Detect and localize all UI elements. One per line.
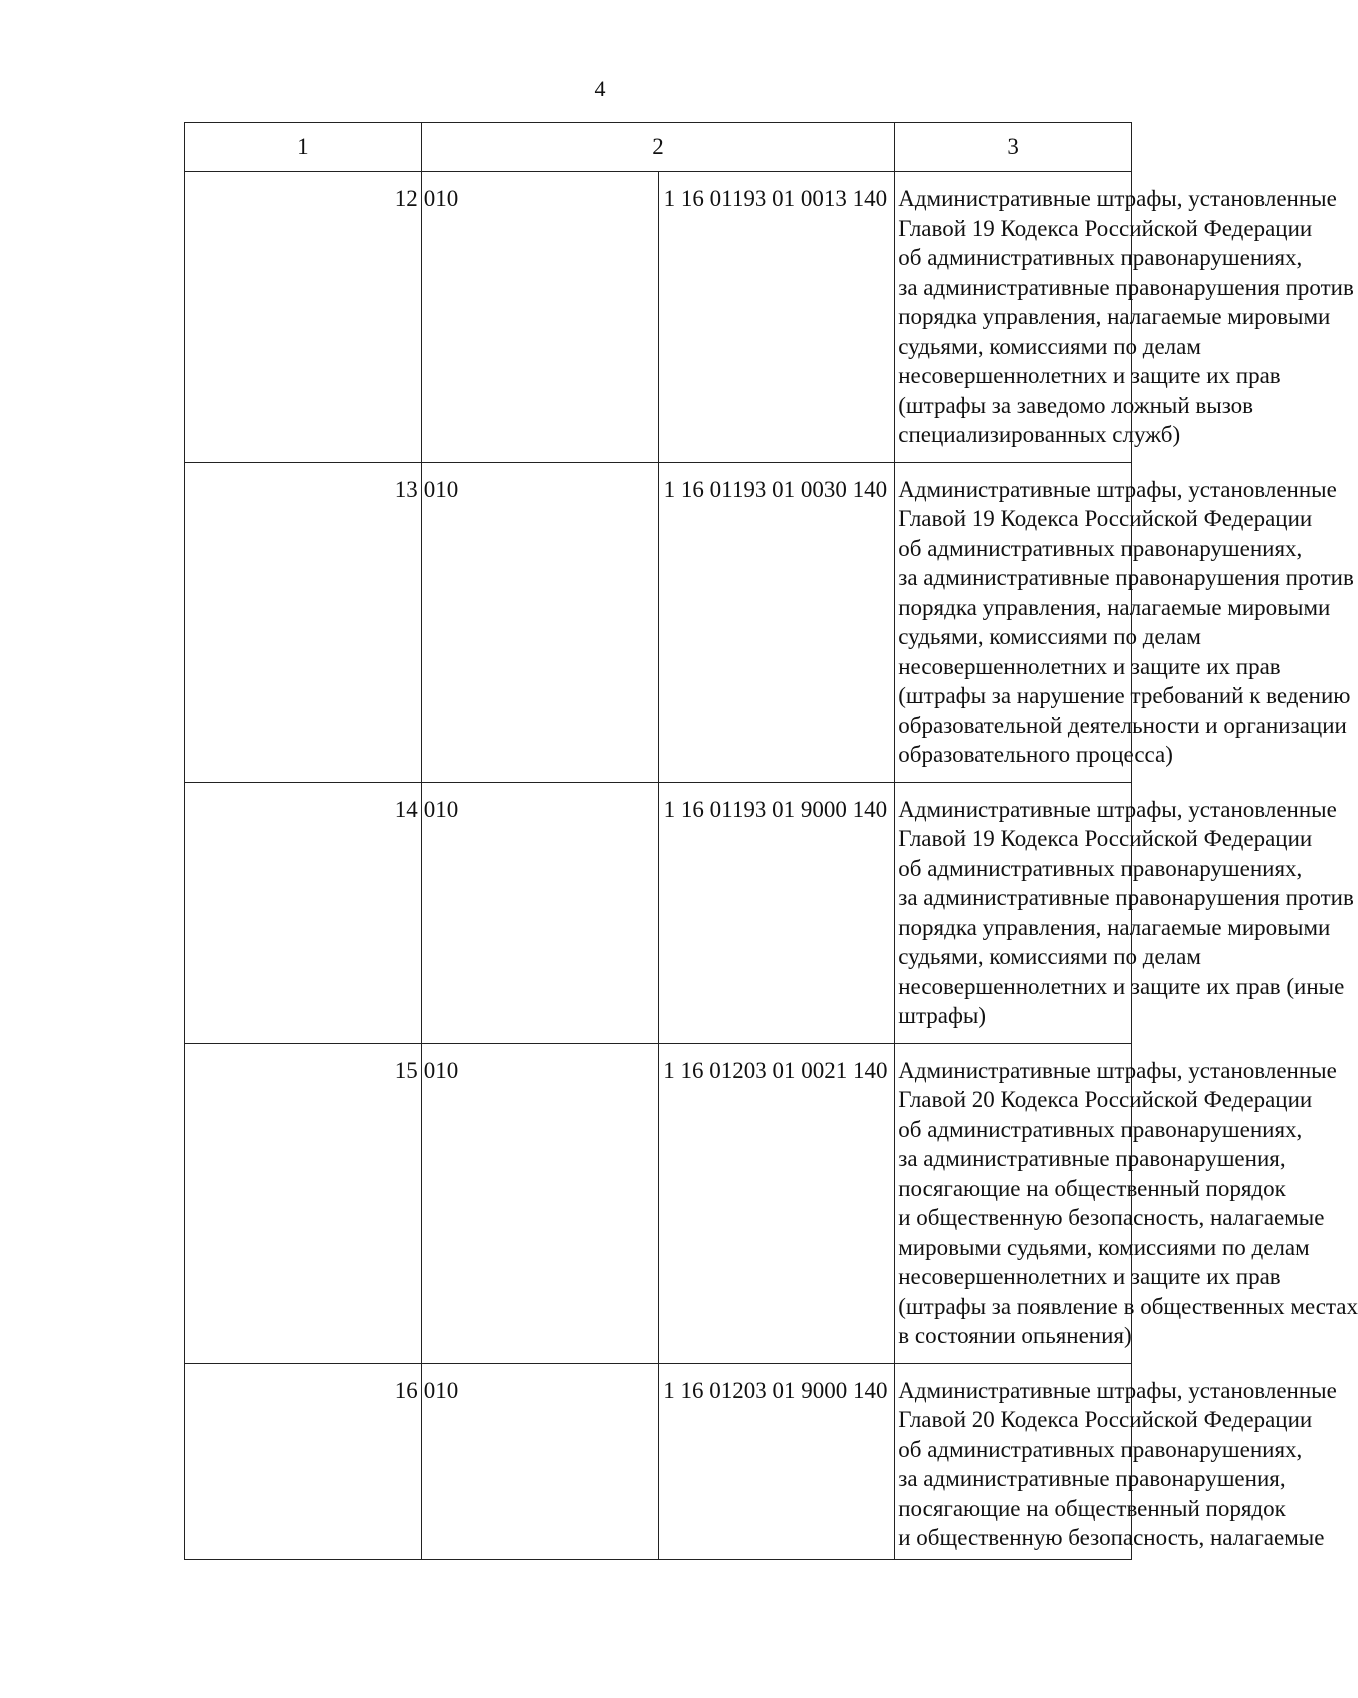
description-line: посягающие на общественный порядок [898,1495,1286,1521]
table-row [185,1363,1132,1559]
description-line: об административных правонарушениях, [898,1436,1303,1462]
table-body [185,172,1358,1560]
description-line: посягающие на общественный порядок [898,1175,1286,1201]
row-number: 13 [185,462,422,782]
income-description [895,1043,1358,1363]
description-line: образовательного процесса) [898,742,1173,767]
description-line: образовательной деятельности и организации [898,712,1347,738]
description-line: об административных правонарушениях, [898,1116,1303,1142]
header-row [185,123,1132,172]
description-line: Главой 19 Кодекса Российской Федерации [898,826,1313,851]
budget-classification-code: 1 16 01193 01 0013 140 [658,172,895,463]
table-row [185,462,1132,782]
budget-classification-code: 1 16 01203 01 9000 140 [658,1363,895,1559]
description-line: несовершеннолетних и защите их прав [898,1264,1281,1289]
header-col-3: 3 [895,123,1132,172]
description-line: судьями, комиссиями по делам [898,624,1201,649]
description-line: Административные штрафы, установленные [898,476,1337,502]
description-line: штрафы) [898,1003,987,1028]
header-col-2: 2 [421,123,895,172]
table-row [185,782,1132,1043]
budget-classification-code: 1 16 01193 01 9000 140 [658,782,895,1043]
description-line: за административные правонарушения против [898,565,1354,590]
description-line: в состоянии опьянения) [898,1323,1132,1348]
page-number: 4 [594,76,606,101]
income-description [895,172,1354,463]
description-line: за административные правонарушения против [898,274,1354,300]
header-col-1: 1 [185,123,422,172]
description-line: (штрафы за нарушение требований к ведению [898,683,1351,708]
description-line: несовершеннолетних и защите их прав (иные [898,973,1345,999]
description-line: об административных правонарушениях, [898,245,1303,270]
description-line: Административные штрафы, установленные [898,1377,1337,1403]
description-line: специализированных служб) [898,422,1181,447]
description-line: об административных правонарушениях, [898,855,1303,881]
row-number: 15 [185,1043,422,1363]
description-line: несовершеннолетних и защите их прав [898,363,1281,388]
description-line: мировыми судьями, комиссиями по делам [898,1234,1310,1260]
table-header [185,123,1132,172]
description-line: несовершеннолетних и защите их прав [898,653,1281,679]
row-number: 16 [185,1363,422,1559]
admin-code: 010 [421,462,658,782]
description-line: за административные правонарушения, [898,1466,1286,1491]
admin-code: 010 [421,1363,658,1559]
description-line: порядка управления, налагаемые мировыми [898,914,1331,940]
row-number: 14 [185,782,422,1043]
income-description [895,1363,1337,1559]
row-number: 12 [185,172,422,463]
description-line: об административных правонарушениях, [898,535,1303,561]
description-line: судьями, комиссиями по делам [898,333,1201,359]
description-line: Главой 20 Кодекса Российской Федерации [898,1087,1313,1112]
description-line: судьями, комиссиями по делам [898,944,1201,969]
budget-classification-code: 1 16 01203 01 0021 140 [658,1043,895,1363]
description-line: порядка управления, налагаемые мировыми [898,304,1331,329]
income-description [895,462,1354,782]
description-line: Административные штрафы, установленные [898,796,1337,822]
table-row [185,172,1132,463]
description-line: и общественную безопасность, налагаемые [898,1205,1325,1230]
description-line: и общественную безопасность, налагаемые [898,1525,1325,1550]
admin-code: 010 [421,172,658,463]
description-line: (штрафы за появление в общественных местах [898,1293,1358,1319]
description-line: за административные правонарушения против [898,885,1354,910]
budget-classification-code: 1 16 01193 01 0030 140 [658,462,895,782]
description-line: Главой 19 Кодекса Российской Федерации [898,506,1313,531]
description-line: Административные штрафы, установленные [898,186,1337,211]
description-line: Административные штрафы, установленные [898,1057,1337,1083]
income-description [895,782,1354,1043]
description-line: Главой 20 Кодекса Российской Федерации [898,1407,1313,1432]
codes-table [184,122,1358,1560]
admin-code: 010 [421,782,658,1043]
table-row [185,1043,1132,1363]
admin-code: 010 [421,1043,658,1363]
description-line: порядка управления, налагаемые мировыми [898,594,1331,620]
description-line: за административные правонарушения, [898,1146,1286,1171]
description-line: (штрафы за заведомо ложный вызов [898,392,1254,418]
description-line: Главой 19 Кодекса Российской Федерации [898,215,1313,241]
